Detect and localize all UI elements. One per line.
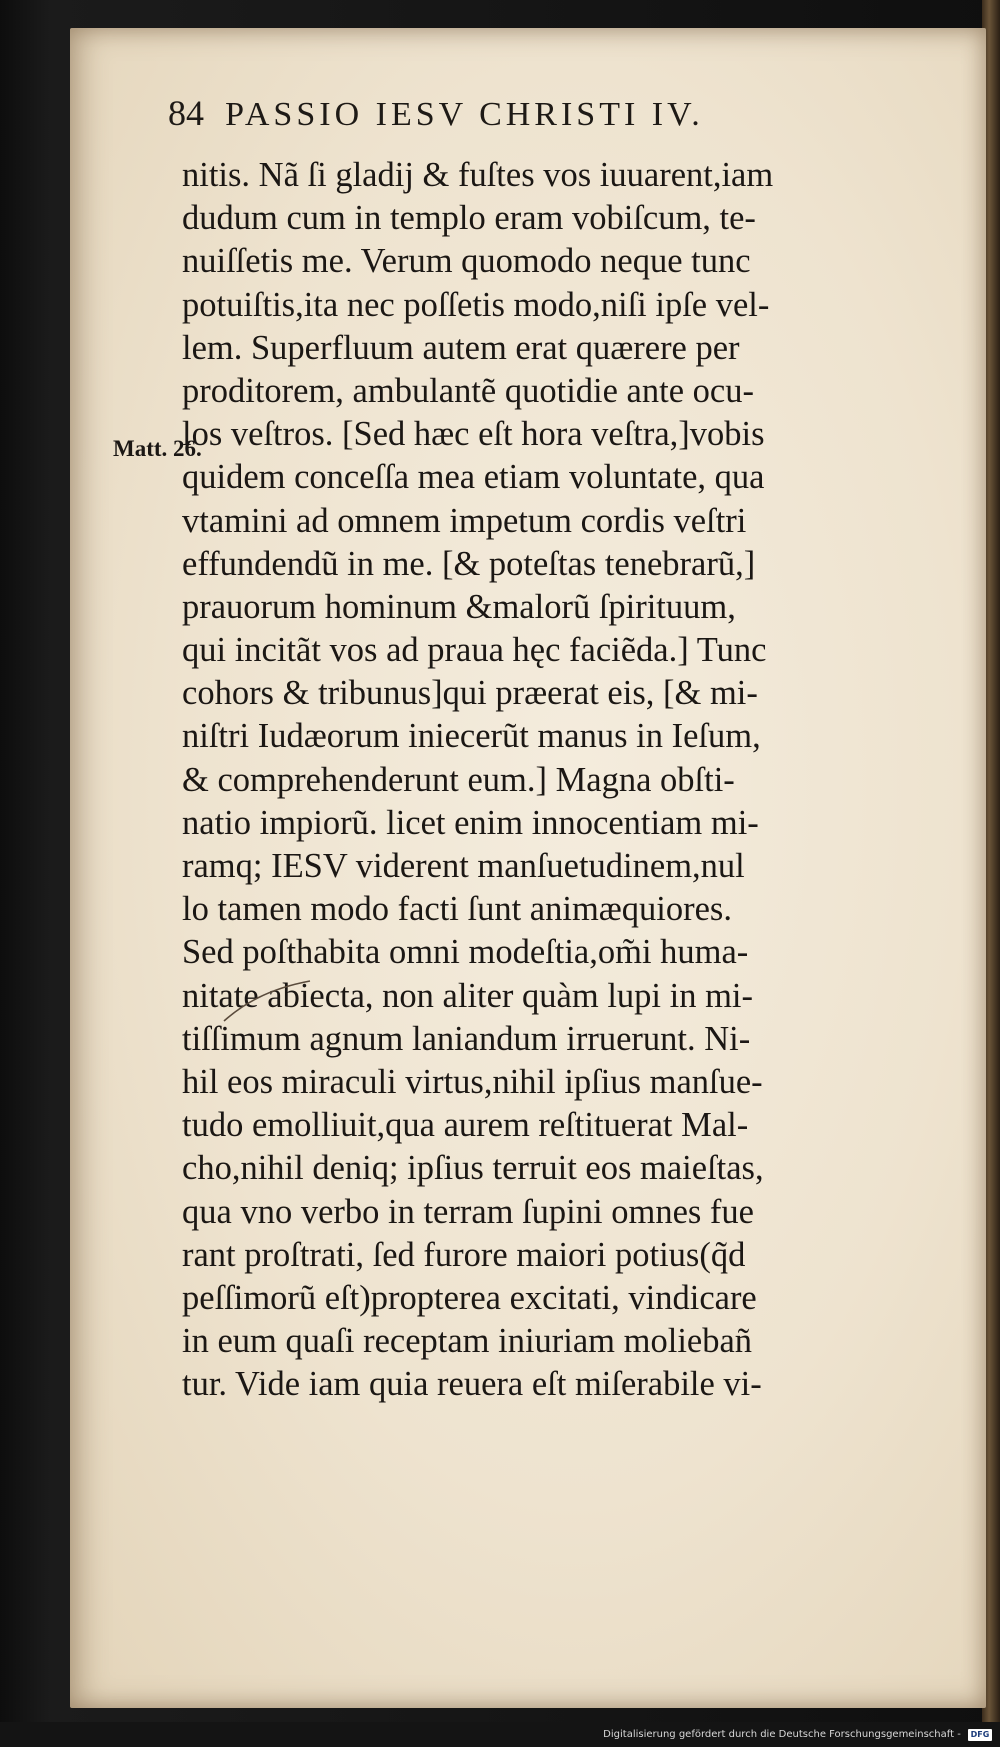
text-line: dudum cum in templo eram vobiſcum, te- (182, 199, 756, 238)
text-line: quidem conceſſa mea etiam voluntate, qua (182, 458, 765, 497)
ink-stroke-mark (222, 975, 312, 1025)
text-line: hil eos miraculi virtus,nihil ipſius manſue- (182, 1062, 763, 1101)
text-line: effundendũ in me. [& poteſtas tenebrarũ,] (182, 544, 756, 583)
footer-credit (600, 1727, 992, 1743)
text-line: tudo emolliuit,qua aurem reſtituerat Mal- (182, 1106, 749, 1145)
text-line: & comprehenderunt eum.] Magna obſti- (182, 760, 735, 799)
text-line: Sed poſthabita omni modeſtia,om̃i huma- (182, 933, 749, 972)
text-line: qui incitãt vos ad praua hęc faciẽda.] Tunc (182, 631, 767, 670)
text-line: nitate abiecta, non aliter quàm lupi in mi- (182, 976, 753, 1015)
text-line: in eum quaſi receptam iniuriam moliebañ (182, 1322, 753, 1361)
dfg-logo-icon: DFG (968, 1729, 992, 1741)
text-line: los veſtros. [Sed hæc eſt hora veſtra,]vobis (182, 415, 765, 454)
text-line: ramq; IESV viderent manſuetudinem,nul (182, 847, 745, 885)
text-line: natio impiorũ. licet enim innocentiam mi- (182, 803, 759, 842)
text-line: cohors & tribunus]qui præerat eis, [& mi- (182, 674, 758, 713)
text-line: potuiſtis,ita nec poſſetis modo,niſi ipſe vel- (182, 285, 770, 324)
text-line: vtamini ad omnem impetum cordis veſtri (182, 501, 747, 540)
text-line: lem. Superfluum autem erat quærere per (182, 328, 740, 367)
text-line: tiſſimum agnum laniandum irruerunt. Ni- (182, 1019, 751, 1058)
footer-credit-text: Digitalisierung gefördert durch die Deutsche Forschungsgemeinschaft - (603, 1729, 961, 1740)
text-line: peſſimorũ eſt)propterea excitati, vindicare (182, 1278, 757, 1317)
text-line: niſtri Iudæorum iniecerũt manus in Ieſum, (182, 717, 761, 756)
page-header (168, 92, 928, 148)
running-title: PASSIO IESV CHRISTI IV. (225, 96, 704, 133)
text-line: cho,nihil deniq; ipſius terruit eos maieſtas, (182, 1149, 764, 1188)
text-line: proditorem, ambulantẽ quotidie ante ocu- (182, 371, 754, 410)
page-number: 84 (168, 93, 204, 133)
text-line: rant proſtrati, ſed furore maiori potius(q̃d (182, 1235, 746, 1274)
text-line: lo tamen modo facti ſunt animæquiores. (182, 890, 732, 929)
text-line: nitis. Nã ſi gladij & fuſtes vos iuuarent,iam (182, 156, 774, 194)
text-line: tur. Vide iam quia reuera eſt miſerabile vi- (182, 1365, 762, 1404)
text-block (182, 154, 952, 1454)
text-line: nuiſſetis me. Verum quomodo neque tunc (182, 242, 751, 281)
text-line: prauorum hominum &malorũ ſpirituum, (182, 587, 736, 626)
margin-note: Matt. 26. (113, 436, 202, 461)
text-line: qua vno verbo in terram ſupini omnes fue (182, 1192, 754, 1231)
